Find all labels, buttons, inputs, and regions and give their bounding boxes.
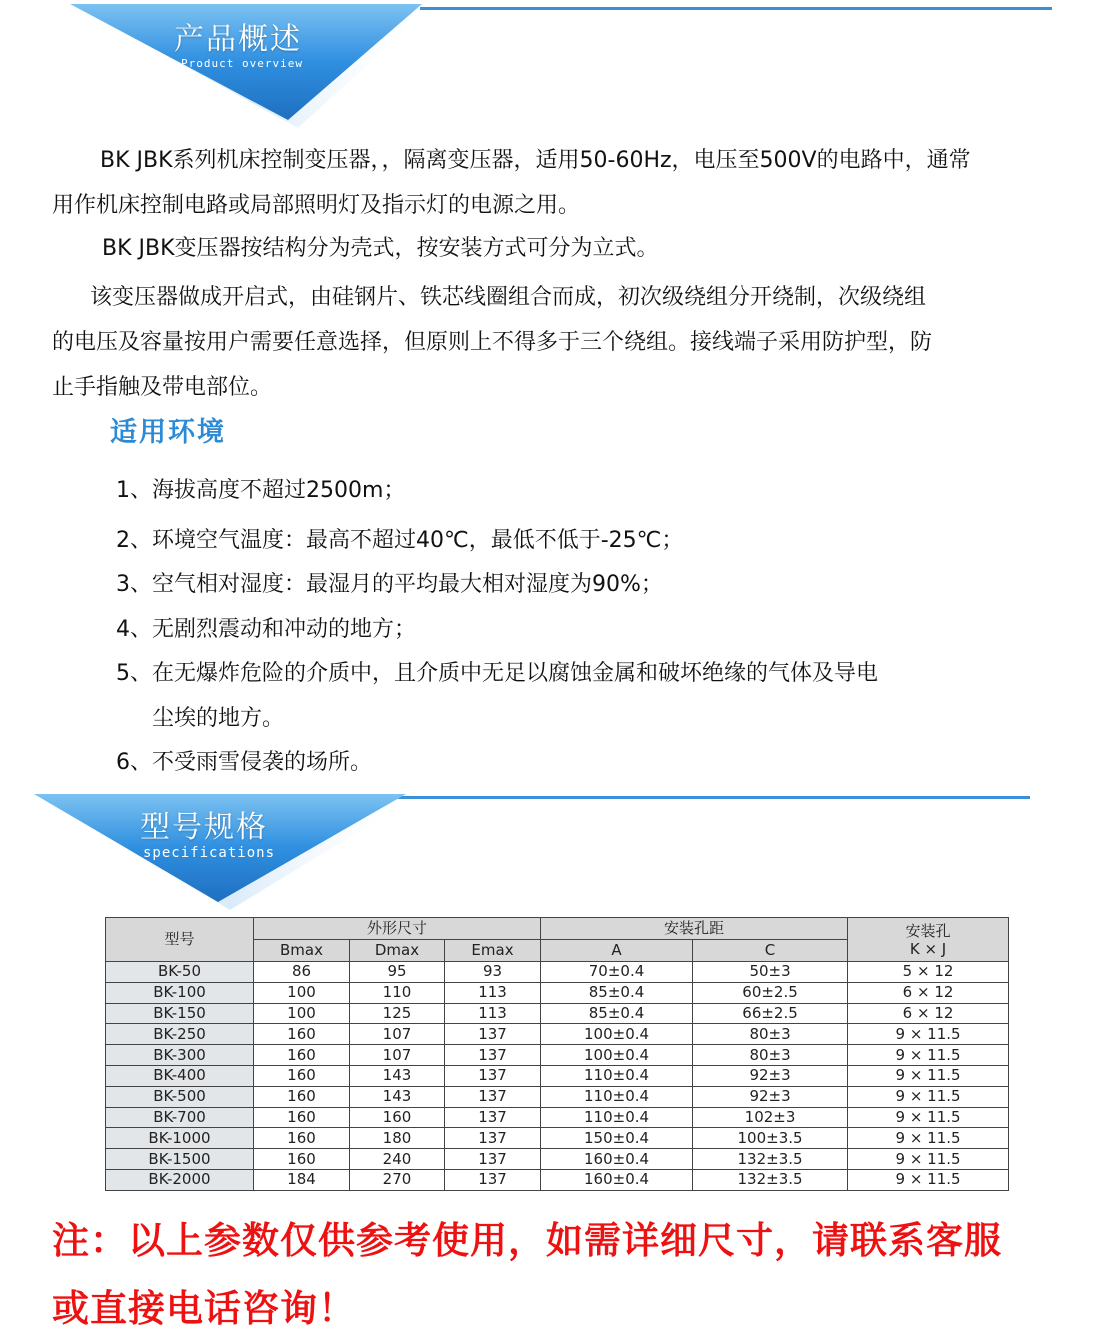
table-row — [106, 1128, 1009, 1149]
header-a: A — [541, 940, 693, 962]
cell-c: 132±3.5 — [693, 1169, 848, 1190]
cell-dmax: 270 — [350, 1169, 445, 1190]
cell-model: BK-1500 — [106, 1149, 254, 1170]
cell-a: 85±0.4 — [541, 982, 693, 1003]
cell-emax: 137 — [445, 1065, 541, 1086]
header-mount-hole-label: 安装孔 — [905, 921, 951, 940]
cell-a: 110±0.4 — [541, 1065, 693, 1086]
cell-model: BK-2000 — [106, 1169, 254, 1190]
spec-banner-subtitle: specifications — [143, 845, 276, 861]
environment-item-2: 2、环境空气温度：最高不超过40℃，最低不低于-25℃； — [116, 528, 684, 553]
cell-dmax: 240 — [350, 1149, 445, 1170]
cell-kj: 9 × 11.5 — [848, 1045, 1009, 1066]
cell-c: 92±3 — [693, 1065, 848, 1086]
cell-dmax: 107 — [350, 1024, 445, 1045]
cell-a: 160±0.4 — [541, 1169, 693, 1190]
cell-a: 100±0.4 — [541, 1024, 693, 1045]
spec-table-container — [105, 917, 1008, 1190]
cell-kj: 6 × 12 — [848, 1003, 1009, 1024]
cell-bmax: 160 — [254, 1107, 350, 1128]
overview-p3-line3: 止手指触及带电部位。 — [52, 375, 273, 400]
environment-item-5: 5、在无爆炸危险的介质中，且介质中无足以腐蚀金属和破坏绝缘的气体及导电 — [116, 661, 878, 686]
cell-dmax: 125 — [350, 1003, 445, 1024]
cell-kj: 9 × 11.5 — [848, 1128, 1009, 1149]
cell-model: BK-50 — [106, 962, 254, 983]
table-row — [106, 1065, 1009, 1086]
header-mount-spacing: 安装孔距 — [541, 918, 848, 940]
table-row — [106, 962, 1009, 983]
cell-a: 150±0.4 — [541, 1128, 693, 1149]
cell-c: 80±3 — [693, 1045, 848, 1066]
cell-emax: 137 — [445, 1128, 541, 1149]
cell-kj: 9 × 11.5 — [848, 1086, 1009, 1107]
table-row — [106, 1003, 1009, 1024]
table-row — [106, 1045, 1009, 1066]
overview-p2: BK JBK变压器按结构分为壳式，按安装方式可分为立式。 — [102, 236, 659, 261]
header-c: C — [693, 940, 848, 962]
overview-banner-subtitle: Product overview — [181, 57, 303, 70]
overview-banner-line — [420, 7, 1052, 10]
cell-emax: 113 — [445, 1003, 541, 1024]
table-row — [106, 982, 1009, 1003]
cell-kj: 9 × 11.5 — [848, 1065, 1009, 1086]
environment-item-1: 1、海拔高度不超过2500m； — [116, 478, 406, 503]
cell-bmax: 100 — [254, 1003, 350, 1024]
overview-banner-title: 产品概述 — [174, 22, 302, 57]
table-row — [106, 1086, 1009, 1107]
spec-banner-line — [390, 796, 1030, 799]
cell-emax: 137 — [445, 1045, 541, 1066]
cell-model: BK-300 — [106, 1045, 254, 1066]
cell-dmax: 95 — [350, 962, 445, 983]
cell-a: 160±0.4 — [541, 1149, 693, 1170]
cell-c: 80±3 — [693, 1024, 848, 1045]
cell-emax: 137 — [445, 1086, 541, 1107]
spec-table-body — [106, 962, 1009, 1191]
cell-dmax: 143 — [350, 1086, 445, 1107]
cell-dmax: 110 — [350, 982, 445, 1003]
cell-kj: 5 × 12 — [848, 962, 1009, 983]
cell-dmax: 107 — [350, 1045, 445, 1066]
cell-model: BK-700 — [106, 1107, 254, 1128]
cell-a: 70±0.4 — [541, 962, 693, 983]
header-dimensions: 外形尺寸 — [254, 918, 541, 940]
overview-p3-line1: 该变压器做成开启式，由硅钢片、铁芯线圈组合而成，初次级绕组分开绕制，次级绕组 — [90, 285, 927, 310]
cell-kj: 9 × 11.5 — [848, 1107, 1009, 1128]
cell-kj: 9 × 11.5 — [848, 1169, 1009, 1190]
cell-c: 66±2.5 — [693, 1003, 848, 1024]
header-mount-hole — [848, 918, 1009, 962]
environment-item-5-cont: 尘埃的地方。 — [152, 706, 285, 731]
header-dmax: Dmax — [350, 940, 445, 962]
cell-model: BK-500 — [106, 1086, 254, 1107]
cell-c: 100±3.5 — [693, 1128, 848, 1149]
cell-kj: 6 × 12 — [848, 982, 1009, 1003]
overview-paragraph-1 — [52, 138, 1064, 228]
header-bmax: Bmax — [254, 940, 350, 962]
cell-dmax: 160 — [350, 1107, 445, 1128]
cell-model: BK-150 — [106, 1003, 254, 1024]
cell-bmax: 160 — [254, 1065, 350, 1086]
note-line-1: 注：以上参数仅供参考使用，如需详细尺寸，请联系客服 — [52, 1219, 1002, 1262]
cell-emax: 93 — [445, 962, 541, 983]
environment-item-6: 6、不受雨雪侵袭的场所。 — [116, 750, 372, 775]
cell-dmax: 143 — [350, 1065, 445, 1086]
overview-paragraph-2 — [52, 226, 1064, 271]
cell-emax: 137 — [445, 1107, 541, 1128]
spec-banner-title: 型号规格 — [140, 810, 268, 845]
cell-model: BK-1000 — [106, 1128, 254, 1149]
cell-dmax: 180 — [350, 1128, 445, 1149]
header-model: 型号 — [106, 918, 254, 962]
cell-c: 60±2.5 — [693, 982, 848, 1003]
cell-c: 50±3 — [693, 962, 848, 983]
note-line-2: 或直接电话咨询！ — [52, 1287, 356, 1330]
cell-bmax: 160 — [254, 1086, 350, 1107]
table-row — [106, 1107, 1009, 1128]
table-row — [106, 1149, 1009, 1170]
cell-a: 85±0.4 — [541, 1003, 693, 1024]
cell-a: 110±0.4 — [541, 1086, 693, 1107]
header-emax: Emax — [445, 940, 541, 962]
cell-a: 100±0.4 — [541, 1045, 693, 1066]
environment-item-4: 4、无剧烈震动和冲动的地方； — [116, 617, 416, 642]
overview-p1-line2: 用作机床控制电路或局部照明灯及指示灯的电源之用。 — [52, 193, 581, 218]
overview-paragraph-3 — [52, 275, 1064, 410]
cell-bmax: 184 — [254, 1169, 350, 1190]
cell-c: 132±3.5 — [693, 1149, 848, 1170]
cell-model: BK-250 — [106, 1024, 254, 1045]
cell-bmax: 160 — [254, 1045, 350, 1066]
cell-emax: 137 — [445, 1149, 541, 1170]
cell-bmax: 86 — [254, 962, 350, 983]
table-row — [106, 1169, 1009, 1190]
cell-model: BK-400 — [106, 1065, 254, 1086]
cell-emax: 113 — [445, 982, 541, 1003]
cell-bmax: 160 — [254, 1128, 350, 1149]
environment-heading: 适用环境 — [110, 417, 226, 448]
environment-item-3: 3、空气相对湿度：最湿月的平均最大相对湿度为90%； — [116, 572, 663, 597]
cell-c: 92±3 — [693, 1086, 848, 1107]
overview-p1-line1: BK JBK系列机床控制变压器，，隔离变压器，适用50-60Hz，电压至500V的电路中，通常 — [100, 148, 971, 173]
cell-emax: 137 — [445, 1169, 541, 1190]
table-row — [106, 1024, 1009, 1045]
overview-p3-line2: 的电压及容量按用户需要任意选择，但原则上不得多于三个绕组。接线端子采用防护型，防 — [52, 330, 933, 355]
cell-bmax: 160 — [254, 1024, 350, 1045]
cell-kj: 9 × 11.5 — [848, 1149, 1009, 1170]
cell-bmax: 160 — [254, 1149, 350, 1170]
cell-a: 110±0.4 — [541, 1107, 693, 1128]
cell-model: BK-100 — [106, 982, 254, 1003]
cell-emax: 137 — [445, 1024, 541, 1045]
cell-c: 102±3 — [693, 1107, 848, 1128]
header-mount-hole-sub: K × J — [909, 939, 947, 958]
cell-kj: 9 × 11.5 — [848, 1024, 1009, 1045]
cell-bmax: 100 — [254, 982, 350, 1003]
spec-table — [105, 917, 1009, 1191]
